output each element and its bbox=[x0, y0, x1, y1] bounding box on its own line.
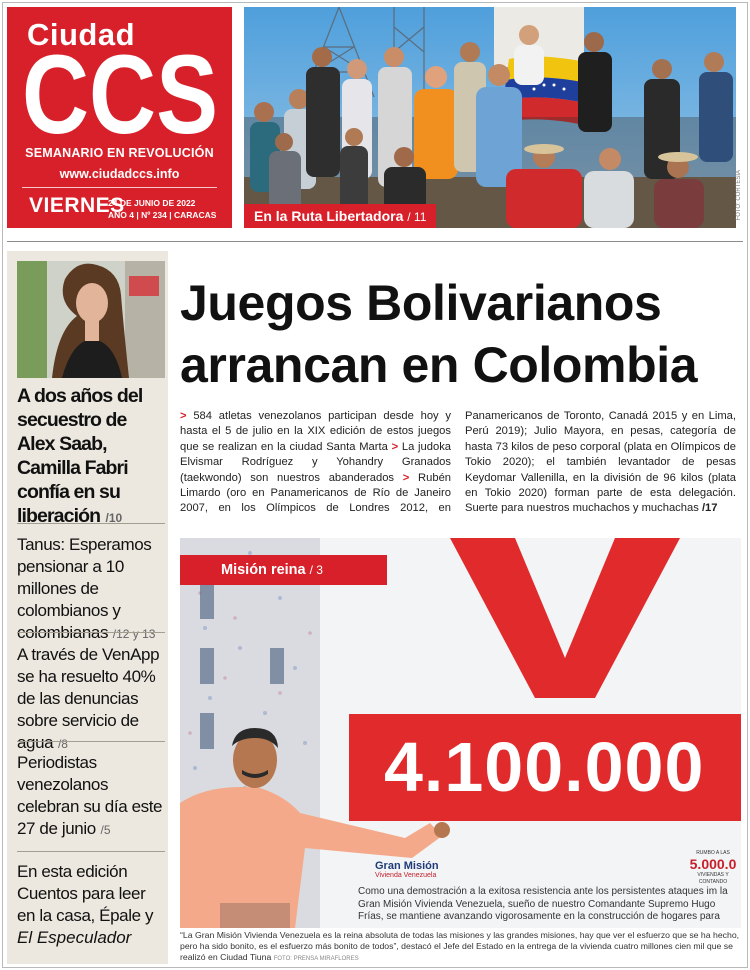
issue: AÑO 4 | Nº 234 | CARACAS bbox=[108, 210, 217, 220]
top-story-title: En la Ruta Libertadora bbox=[254, 208, 404, 224]
sidebar-story-tanus[interactable] bbox=[17, 534, 165, 645]
sidebar-story-text: Periodistas venezolanos celebran su día este 27 de junio bbox=[17, 753, 163, 838]
sidebar-story-venapp[interactable] bbox=[17, 644, 165, 755]
sidebar-story-page: /10 bbox=[105, 511, 123, 525]
five-million-number: 5.000.0 bbox=[689, 856, 737, 872]
masthead bbox=[7, 7, 232, 228]
portrait-photo bbox=[17, 261, 165, 378]
lead-paragraph-2: La judoka Elvismar Rodríguez y Yohandry Granados (taekwondo) son nuestros abanderados bbox=[180, 440, 452, 484]
sidebar-story-edicion[interactable] bbox=[17, 861, 165, 949]
headline-line-1: Juegos Bolivarianos bbox=[180, 275, 662, 331]
feature-banner-text: Como una demostración a la exitosa resistencia ante los persistentes ataques im la Gran Misión Vivienda Venezuela, sueño de nuestro Comandante Supremo Hugo Frías, se mantiene avanzando vigorosamente en la construcción de hogares para bbox=[358, 886, 728, 922]
feature-caption bbox=[180, 930, 741, 965]
gran-mision-logo-text: Gran Misión bbox=[375, 860, 439, 872]
lead-paragraph-3: Rubén Limardo (oro en Panamericanos de Río de Janeiro 2007, en los Olímpicos de Londres 2012, en Panamericanos de Toronto, Canadá 2015 y en Lima, Perú 2019); Julio Mayora, en pesas, categoría de hasta 73 kilos de peso corporal (plata en Olímpicos de Tokio 2020); el también levantador de pesas Keydomar Vallenilla, en la división de 96 kilos (plata en Tokio 2020) forman parte de esta delegación. Suerte para nuestros muchachos y muchachas bbox=[180, 410, 736, 515]
sidebar-story-text: A través de VenApp se ha resuelto 40% de las denuncias sobre servicio de agua bbox=[17, 645, 160, 752]
bullet-arrow: > bbox=[391, 440, 399, 453]
top-photo-credit: FOTO: CORTESÍA bbox=[736, 170, 742, 221]
sidebar-story-saab[interactable] bbox=[17, 384, 165, 530]
caption-credit: FOTO: PRENSA MIRAFLORES bbox=[273, 956, 359, 962]
masthead-divider bbox=[22, 187, 217, 188]
five-million-sub: VIVIENDAS Y CONTANDO bbox=[697, 872, 729, 885]
lead-summary bbox=[180, 409, 736, 521]
top-story-page: / 11 bbox=[407, 210, 427, 224]
feature-page: / 3 bbox=[309, 563, 323, 577]
sidebar-story-page: /8 bbox=[57, 737, 68, 751]
sidebar-divider bbox=[17, 632, 165, 633]
motto: SEMANARIO EN REVOLUCIÓN bbox=[25, 146, 214, 160]
brand-main: CCS bbox=[22, 47, 218, 142]
sidebar-divider bbox=[17, 523, 165, 524]
group-photo-illustration bbox=[244, 7, 736, 228]
gran-mision-logo-sub: Vivienda Venezuela bbox=[375, 872, 437, 879]
caption-text: “La Gran Misión Vivienda Venezuela es la reina absoluta de todas las misiones y las grandes misiones, hay que ver el esfuerzo que se ha hecho, pero ha sido bonito, es el esfuerzo más bonito de todos”, destacó el Jefe del Estado en la entrega de la vivienda cuatro millones cien mil que se realizó en Ciudad Tiuna bbox=[180, 930, 740, 962]
date: 24 DE JUNIO DE 2022 bbox=[108, 198, 196, 208]
date-block bbox=[108, 197, 216, 221]
feature-banner-number: 4.100.000 bbox=[349, 714, 741, 821]
main-headline[interactable] bbox=[180, 272, 740, 396]
bullet-arrow: > bbox=[402, 471, 410, 484]
ccs-logo bbox=[20, 47, 220, 142]
feature-label[interactable] bbox=[180, 555, 387, 585]
masthead-rule bbox=[7, 241, 743, 242]
sidebar bbox=[7, 251, 168, 964]
five-million-top: RUMBO A LAS bbox=[696, 850, 730, 856]
feature-title: Misión reina bbox=[221, 562, 306, 578]
sidebar-story-text: A dos años del secuestro de Alex Saab, Camilla Fabri confía en su liberación bbox=[17, 385, 143, 527]
day: VIERNES bbox=[29, 194, 125, 217]
sidebar-story-page: /5 bbox=[100, 823, 111, 837]
website: www.ciudadccs.info bbox=[59, 167, 180, 181]
brand-top: Ciudad bbox=[27, 17, 136, 52]
lead-paragraph-1: 584 atletas venezolanos participan desde hoy y hasta el 5 de julio en la XIX edición de estos juegos que se realizan en la ciudad Santa Marta bbox=[180, 410, 452, 453]
sidebar-story-page: /12 y 13 bbox=[112, 627, 156, 641]
sidebar-story-text-italic: El Especulador bbox=[17, 928, 132, 947]
lead-page: /17 bbox=[701, 502, 718, 515]
bullet-arrow: > bbox=[180, 410, 187, 422]
sidebar-story-text: En esta edición Cuentos para leer en la casa, Épale y bbox=[17, 862, 154, 925]
gran-mision-logo bbox=[375, 860, 439, 879]
sidebar-story-text: Tanus: Esperamos pensionar a 10 millones de colombianos y colombianas bbox=[17, 535, 152, 642]
top-story-label[interactable] bbox=[244, 204, 436, 228]
sidebar-story-periodistas[interactable] bbox=[17, 752, 165, 841]
sidebar-divider bbox=[17, 741, 165, 742]
five-million-badge bbox=[685, 850, 741, 886]
portrait-illustration bbox=[17, 261, 165, 378]
sidebar-divider bbox=[17, 851, 165, 852]
top-story-photo bbox=[244, 7, 736, 228]
headline-line-2: arrancan en Colombia bbox=[180, 337, 698, 393]
